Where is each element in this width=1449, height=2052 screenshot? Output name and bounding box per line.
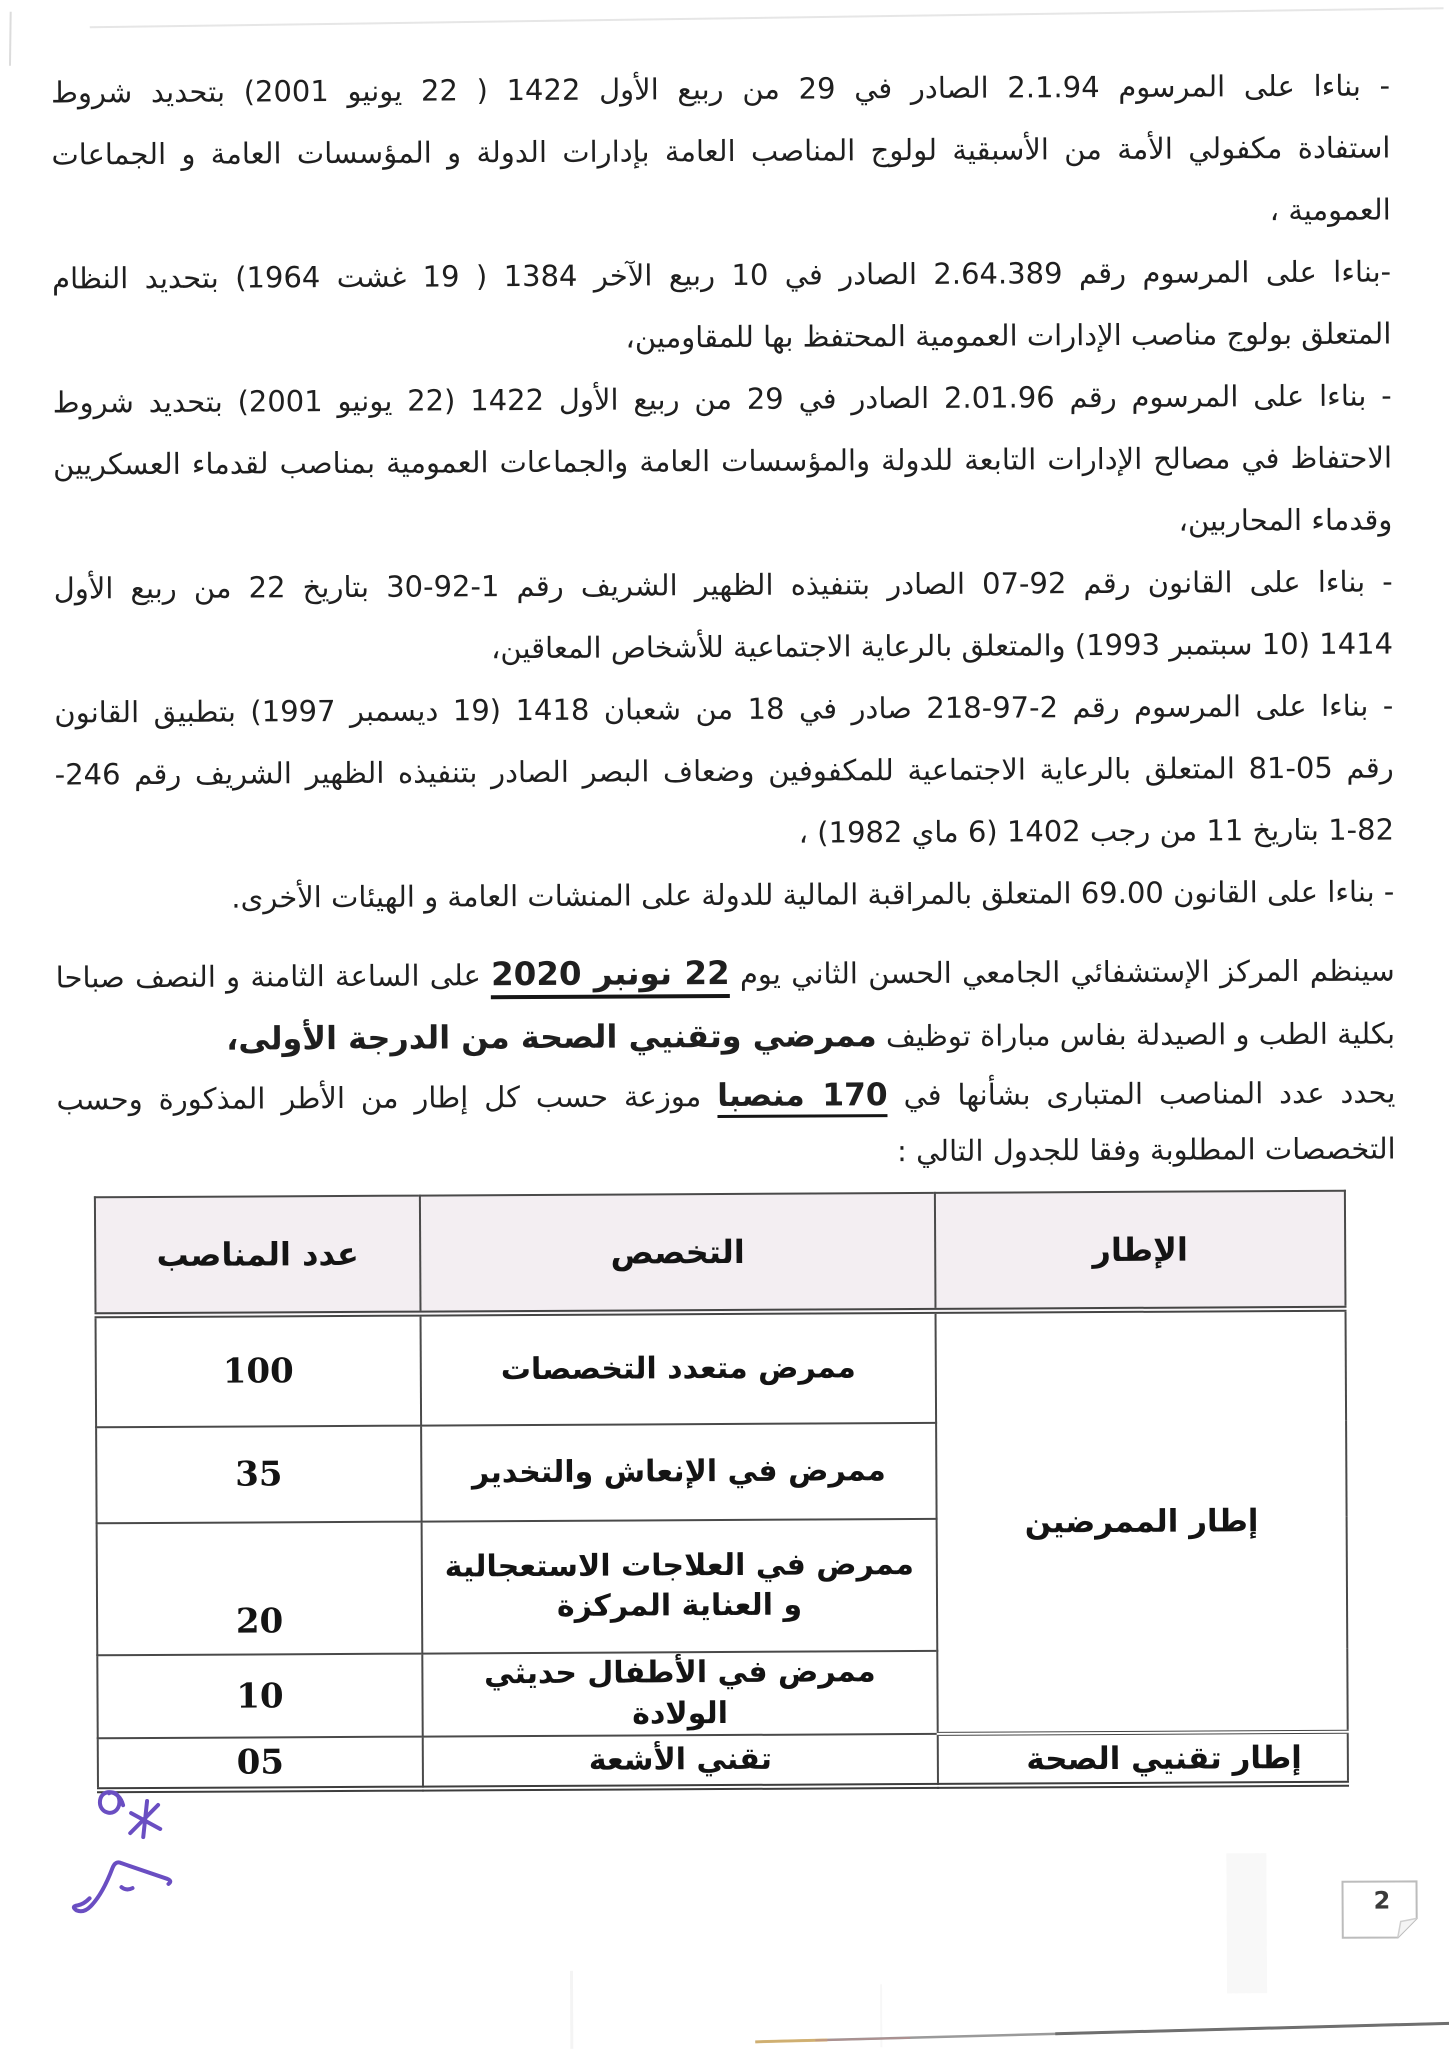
announcement-text: سينظم المركز الإستشفائي الجامعي الحسن الثاني يوم <box>729 953 1395 991</box>
count-cell: 20 <box>97 1522 423 1656</box>
text-line: المتعلق بولوج مناصب الإدارات العمومية المحتفظ بها للمقاومين، <box>625 316 1392 355</box>
text-line: -بناءا على المرسوم رقم 2.64.389 الصادر في 10 ربيع الآخر 1384 ( 19 غشت 1964) بتحديد النظام <box>51 254 1392 296</box>
positions-text: موزعة حسب كل إطار من الأطر المذكورة وحسب <box>56 1079 718 1117</box>
count-cell: 05 <box>98 1737 423 1791</box>
text-line <box>56 938 1395 1008</box>
text-line: - بناءا على القانون 69.00 المتعلق بالمراقبة المالية للدولة على المنشات العامة و الهيئات الأخرى. <box>231 874 1395 915</box>
paragraph-decree-2-97-218 <box>54 674 1394 867</box>
announcement-text: على الساعة الثامنة و النصف صباحا <box>55 958 492 995</box>
specialty-cell <box>421 1423 936 1522</box>
paragraph-law-92-07 <box>54 550 1394 681</box>
header-positions: عدد المناصب <box>95 1196 421 1316</box>
specialty-cell <box>422 1519 938 1654</box>
text-line: - بناءا على القانون رقم 92-07 الصادر بتنفيذه الظهير الشريف رقم 1-92-30 بتاريخ 22 من ربيع الأول <box>53 564 1393 606</box>
exam-date-highlight: 22 نونبر 2020 <box>491 954 730 999</box>
text-line: الاحتفاظ في مصالح الإدارات التابعة للدولة والمؤسسات العامة والجماعات العمومية بمناصب لقدماء العسكريين <box>52 440 1393 482</box>
paragraph-decree-2-64-389 <box>52 240 1392 371</box>
text-line: العمومية ، <box>1269 192 1391 228</box>
text-line <box>56 1001 1395 1071</box>
header-specialty: التخصص <box>420 1193 936 1314</box>
specialty-text: ممرض في الإنعاش والتخدير <box>471 1452 886 1491</box>
paragraph-decree-2-1-94 <box>51 55 1391 248</box>
text-line: استفادة مكفولي الأمة من الأسبقية لولوج المناصب العامة بإدارات الدولة و المؤسسات العامة و الجماعات <box>51 130 1391 172</box>
text-line: - بناءا على المرسوم رقم 2.01.96 الصادر في 29 من ربيع الأول 1422 (22 يونيو 2001) بتحديد شروط <box>52 378 1392 420</box>
specialty-cell <box>422 1651 937 1737</box>
page-number-box <box>1339 1878 1419 1940</box>
text-line: رقم 05-81 المتعلق بالرعاية الاجتماعية للمكفوفين وضعاف البصر الصادر بتنفيذه الظهير الشريف رقم 246- <box>54 750 1394 792</box>
text-line: وقدماء المحاربين، <box>1178 502 1393 538</box>
handwritten-annotation <box>59 1775 240 1926</box>
specialty-text: ممرض في الأطفال حديثي الولادة <box>483 1654 876 1731</box>
table-header-row <box>95 1191 1346 1316</box>
text-line <box>56 1064 1395 1127</box>
recruitment-table <box>94 1190 1349 1794</box>
scan-streak <box>1226 1853 1267 1993</box>
handwriting-signature <box>122 1887 133 1889</box>
text-line: - بناءا على المرسوم رقم 2-97-218 صادر في 18 من شعبان 1418 (19 ديسمبر 1997) بتطبيق القانون <box>54 688 1394 730</box>
paragraph-positions-count <box>56 1064 1396 1183</box>
count-cell: 100 <box>96 1314 422 1428</box>
text-line: التخصصات المطلوبة وفقا للجدول التالي : <box>896 1131 1396 1169</box>
page-number: 2 <box>1373 1886 1391 1915</box>
table-row <box>98 1732 1348 1791</box>
cadre-health-techs-cell: إطار تقنيي الصحة <box>938 1732 1348 1786</box>
count-cell: 10 <box>97 1654 422 1739</box>
header-cadre: الإطار <box>935 1191 1346 1311</box>
text-line: - بناءا على المرسوم 2.1.94 الصادر في 29 من ربيع الأول 1422 ( 22 يونيو 2001) بتحديد شروط <box>51 68 1391 110</box>
document-text <box>51 55 1396 1184</box>
specialty-text: تقني الأشعة <box>588 1741 773 1778</box>
bottom-scan-line <box>5 2008 1449 2052</box>
recruitment-table-wrap <box>96 1190 1349 1794</box>
paragraph-decree-2-01-96 <box>53 364 1393 557</box>
specialty-cell <box>421 1311 937 1426</box>
job-title-highlight: ممرضي وتقنيي الصحة من الدرجة الأولى، <box>226 1016 877 1058</box>
positions-count-highlight: 170 منصبا <box>717 1077 888 1118</box>
cadre-nurses-cell: إطار الممرضين <box>936 1309 1348 1734</box>
text-line: 1-82 بتاريخ 11 من رجب 1402 (6 ماي 1982) ، <box>798 812 1395 850</box>
paragraph-announcement <box>56 938 1396 1071</box>
announcement-text: بكلية الطب و الصيدلة بفاس مباراة توظيف <box>876 1016 1396 1054</box>
positions-text: يحدد عدد المناصب المتبارى بشأنها في <box>887 1075 1396 1113</box>
handwriting-initials <box>100 1792 123 1813</box>
count-cell: 35 <box>96 1426 421 1524</box>
scan-streak <box>570 1971 573 2049</box>
specialty-cell <box>423 1734 938 1789</box>
paragraph-law-69-00 <box>55 860 1394 929</box>
text-line: 1414 (10 سبتمبر 1993) والمتعلق بالرعاية الاجتماعية للأشخاص المعاقين، <box>490 626 1394 666</box>
table-row <box>96 1309 1347 1428</box>
specialty-text: ممرض متعدد التخصصات <box>500 1350 856 1387</box>
scan-streak <box>880 1984 882 2047</box>
specialty-text: ممرض في العلاجات الاستعجالية و العناية المركزة <box>444 1546 915 1624</box>
